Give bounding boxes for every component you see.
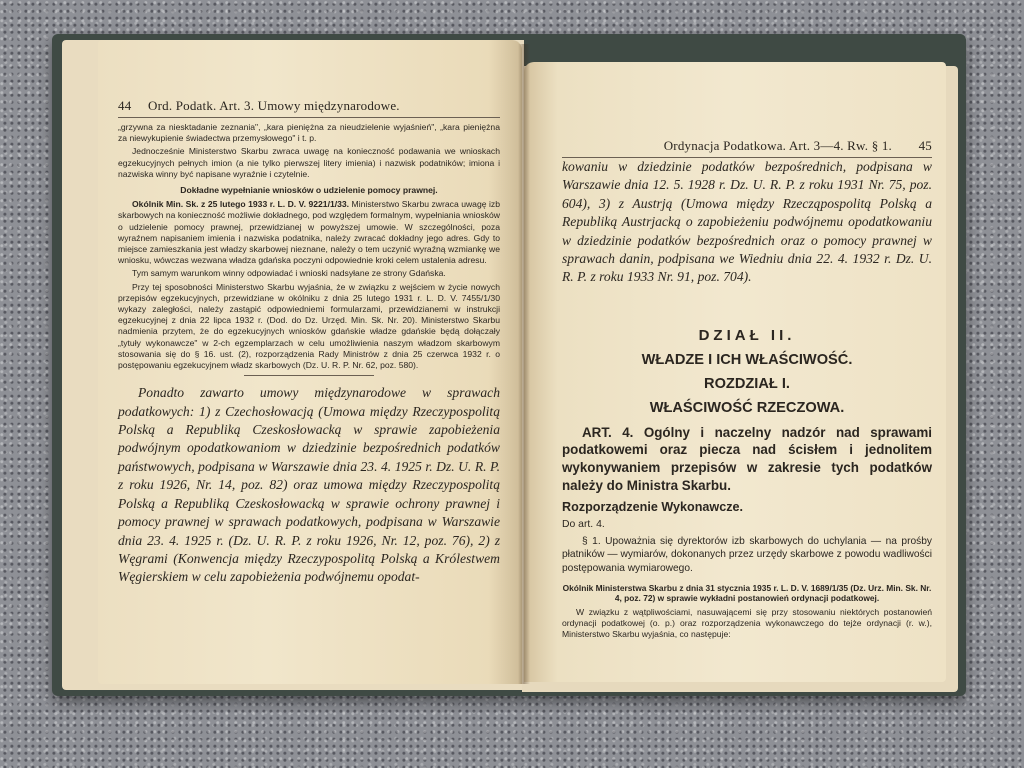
left-subheading: Dokładne wypełnianie wniosków o udzielenie pomocy prawnej.: [180, 185, 438, 196]
left-small-print: [118, 122, 500, 371]
article-4-body: ART. 4. Ogólny i naczelny nadzór nad sprawami podatkowemi oraz piecza nad ścisłem i jednolitem wykonywaniem przepisów w zakresie tych podatków należy do Ministra Skarbu.: [562, 424, 932, 493]
left-para-c-text: Ministerstwo Skarbu zwraca uwagę izb skarbowych na konieczność możliwie dokładnego, pod względem formalnym, wypełniania wniosków o udzielenie pomocy prawnej, przewidzianej w powyższej umowie. W szczególności, poza wyraźnem napisaniem imienia i nazwiska podatnika, należy zwracać dokładny jego adres. Gdy to miejsce zamieszkania jest władzy skarbowej nieznane, należy o tem uczynić wyraźną wzmiankę we wniosku, wówczas wezwana władza gdańska poczyni odpowiednie kroki celem ustalenia adresu.: [118, 199, 500, 266]
chapter-heading: ROZDZIAŁ I.: [704, 375, 790, 392]
right-running-head-text: Ordynacja Podatkowa. Art. 3—4. Rw. § 1.: [663, 138, 892, 153]
section-heading-dzial: DZIAŁ II.: [698, 326, 796, 344]
section-title: WŁADZE I ICH WŁAŚCIWOŚĆ.: [641, 351, 853, 368]
left-main-text-block: [118, 384, 500, 586]
left-page-number: 44: [118, 98, 132, 113]
left-para-c: [118, 199, 500, 266]
left-running-head-text: Ord. Podatk. Art. 3. Umowy międzynarodowe.: [148, 98, 400, 113]
right-page-body: [562, 158, 932, 643]
circular-reference: Okólnik Min. Sk. z 25 lutego 1933 r. L. D. V. 9221/1/33.: [132, 199, 350, 210]
left-para-a: „grzywna za niesktadanie zeznania", „kara pieniężna za nieudzielenie wyjaśnień", „kara pieniężna za niewykupienie świadectwa przemysłowego" i t. p.: [118, 122, 500, 144]
circular-heading: Okólnik Ministerstwa Skarbu z dnia 31 stycznia 1935 r. L. D. V. 1689/1/35 (Dz. Urz. Min. Sk. Nr. 4, poz. 72) w sprawie wykładni postanowień ordynacji podatkowej.: [562, 582, 932, 604]
right-top-text-block: [562, 158, 932, 287]
left-para-b: Jednocześnie Ministerstwo Skarbu zwraca uwagę na konieczność podawania we wnioskach egzekucyjnych pełnych imion (a nie tylko pierwszej litery imienia) i nazwisk podatników; imiona i nazwiska winny być napisane wyraźnie i czytelnie.: [118, 146, 500, 179]
open-book: [52, 34, 966, 696]
regulation-heading: Rozporządzenie Wykonawcze.: [562, 500, 744, 515]
right-small-print: [562, 583, 932, 641]
right-running-head: [562, 138, 932, 158]
left-page: [98, 40, 522, 684]
left-main-text: Ponadto zawarto umowy międzynarodowe w sprawach podatkowych: 1) z Czechosłowacją (Umowa między Rzeczypospolitą Polską a Republiką Czeskosłowacką w sprawie zapobieżenia podwójnym opodatkowaniom w dziedzinie bezpośrednich podatków państwowych, podpisana w Warszawie dnia 23. 4. 1925 r. Dz. U. R. P. z roku 1926, Nr. 14, poz. 82) oraz umowa między Rzeczypospolitą Polską a Republiką Czeskosłowacką w sprawie ochrony prawnej i pomocy prawnej w sprawach podatkowych, podpisana w Warszawie dnia 23. 4. 1925 r. (Dz. U. R. P. z roku 1926, Nr. 12, poz. 76), 2) z Węgrami (Konwencja między Rzeczypospolitą Polską a Królestwem Węgierskiem w celu zapobieżenia podwójnemu opodat-: [118, 385, 500, 585]
left-para-d: Tym samym warunkom winny odpowiadać i wnioski nadsyłane ze strony Gdańska.: [132, 268, 446, 279]
left-running-head: [118, 98, 500, 118]
to-article-label: Do art. 4.: [562, 519, 605, 531]
right-page-number: 45: [918, 138, 932, 153]
article-4-text: [562, 424, 932, 494]
left-page-body: [118, 122, 500, 587]
right-page: [524, 62, 946, 682]
left-para-e: Przy tej sposobności Ministerstwo Skarbu wyjaśnia, że w związku z wejściem w życie nowych przepisów egzekucyjnych, przewidziane w okólniku z dnia 25 lutego 1931 r. L. D. V. 7455/1/30 wykazy zaległości, należy zastąpić odpowiedniemi formularzami, przewidzianemi w instrukcji egzekucyjnej z dnia 22 lipca 1932 r. (Dod. do Dz. Urzęd. Min. Sk. Nr. 20). Ministerstwo Skarbu nadmienia przytem, że do egzekucyjnych wniosków gdańskie władze gdańskie będą dołączały „tytuły wykonawcze" w 2-ch egzemplarzach w celu umożliwienia naszym władzom skarbowym stosowania się do § 16. ust. (2), rozporządzenia Rady Ministrów z dnia 25 czerwca 1932 r. o postępowaniu egzekucyjnem władz skarbowych (Dz. U. R. P. Nr. 62, poz. 580).: [118, 281, 500, 371]
book-gutter: [518, 44, 530, 684]
section-divider: [244, 375, 374, 376]
right-top-text: kowaniu w dziedzinie podatków bezpośrednich, podpisana w Warszawie dnia 12. 5. 1928 r. Dz. U. R. P. z roku 1931 Nr. 75, poz. 604), 3) z Austrją (Umowa między Rzecząpospolitą Polską a Republiką Austrjacką o zapobieżeniu podwójnemu opodatkowaniu w dziedzinie podatków bezpośrednich oraz o pomocy prawnej w sprawach danin, podpisana we Wiedniu dnia 22. 4. 1932 r. Dz. U. R. P. z roku 1933 Nr. 91, poz. 704).: [562, 159, 932, 285]
paragraph-1: § 1. Upoważnia się dyrektorów izb skarbowych do uchylania — na prośby płatników — wymiarów, dokonanych przez urzędy skarbowe z powodu wadliwości postępowania wymiarowego.: [562, 536, 932, 574]
chapter-title: WŁAŚCIWOŚĆ RZECZOWA.: [649, 399, 845, 416]
circular-body: W związku z wątpliwościami, nasuwającemi się przy stosowaniu niektórych postanowień ordynacji podatkowej (o. p.) oraz rozporządzenia wykonawczego do tejże ordynacji (r. w.), Ministerstwo Skarbu wyjaśnia, co następuje:: [562, 607, 932, 640]
